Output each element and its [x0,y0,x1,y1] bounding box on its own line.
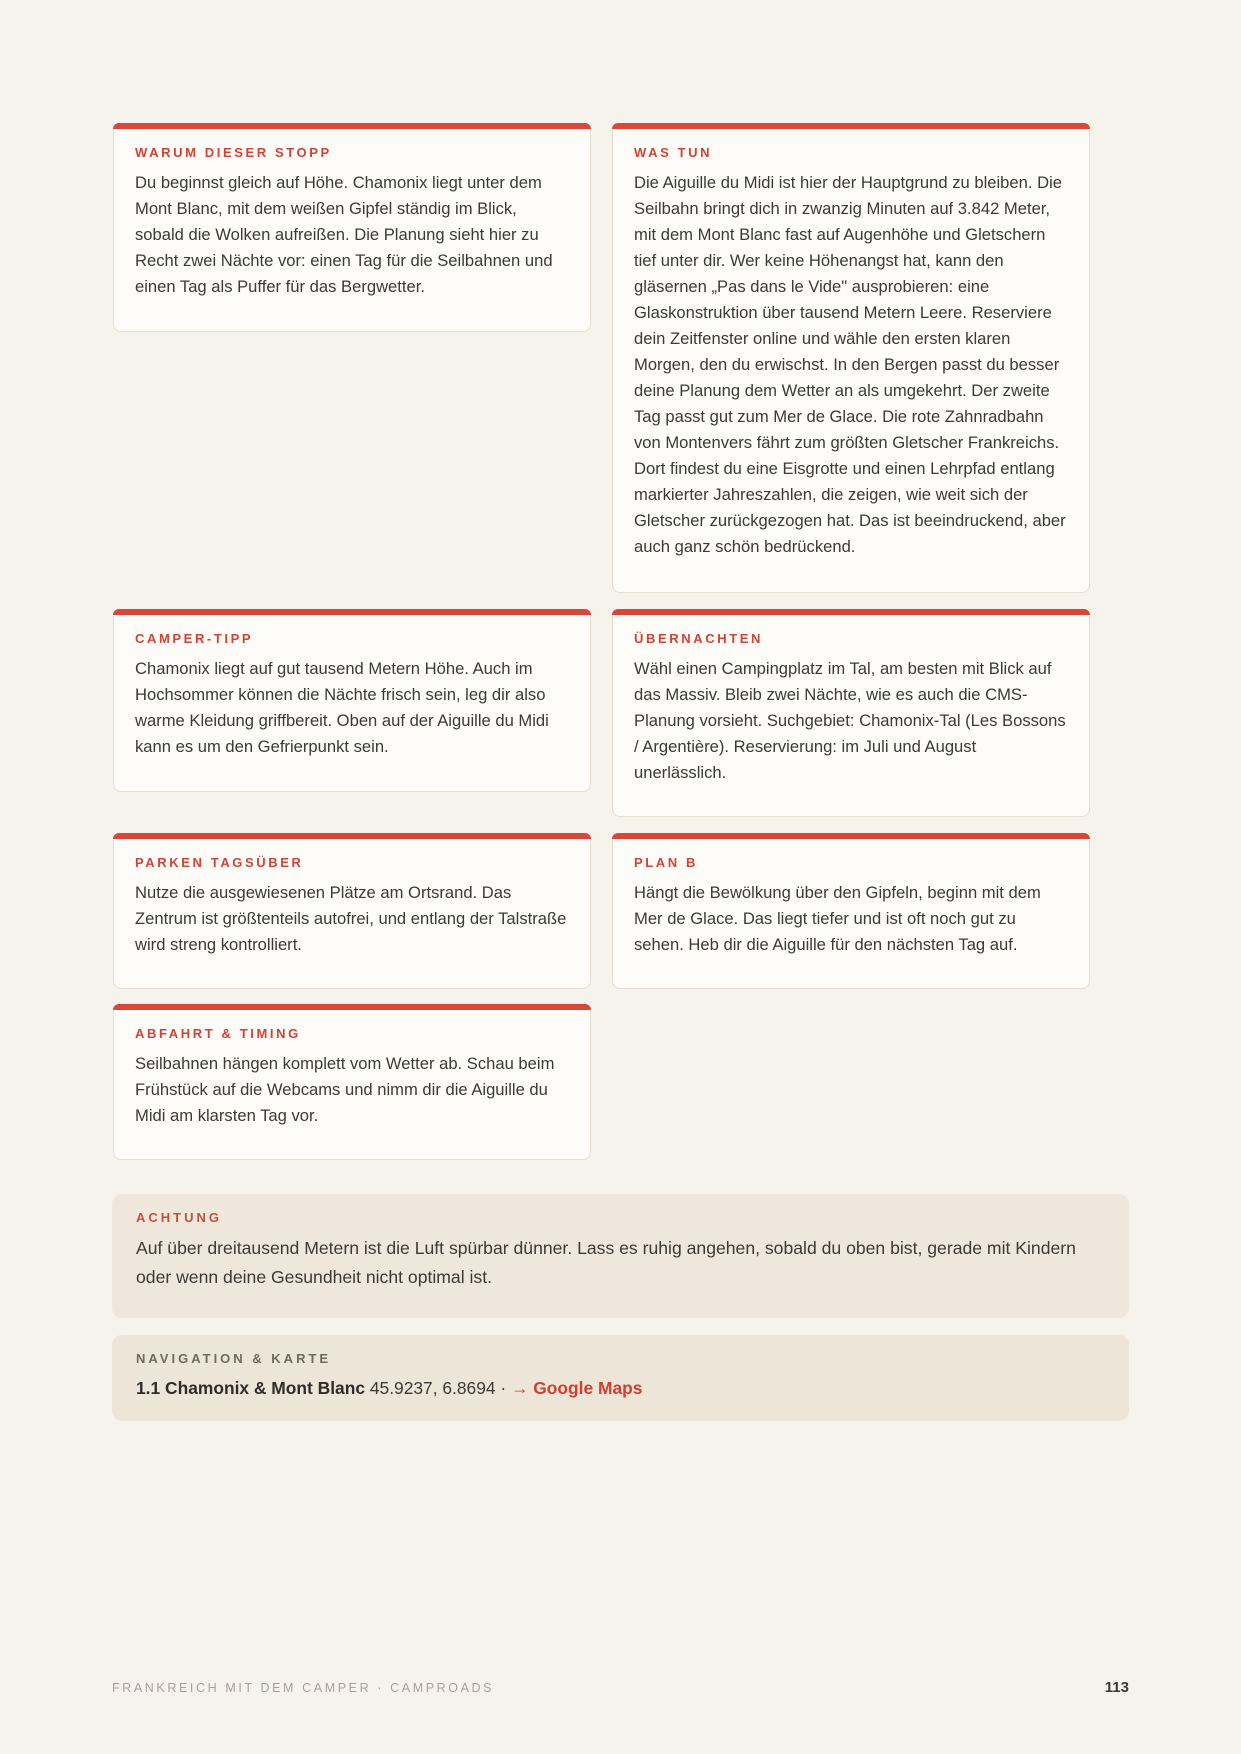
card-heading: WAS TUN [634,145,713,160]
card-text: Die Aiguille du Midi ist hier der Hauptgrund zu bleiben. Die Seilbahn bringt dich in zwanzig Minuten auf 3.842 Meter, mit dem Mont Blanc fast auf Augenhöhe und Gletschern tief unter dir. Wer keine Höhenangst hat, kann den gläsernen „Pas dans le Vide" ausprobieren: eine Glaskonstruktion über tausend Metern Leere. Reserviere dein Zeitfenster online und wähle den ersten klaren Morgen, den du erwischst. In den Bergen passt du besser deine Planung dem Wetter an als umgekehrt. Der zweite Tag passt gut zum Mer de Glace. Die rote Zahnradbahn von Montenvers fährt zum größten Gletscher Frankreichs. Dort findest du eine Eisgrotte und einen Lehrpfad entlang markierter Jahreszahlen, die zeigen, wie weit sich der Gletscher zurückgezogen hat. Das ist beeindruckend, aber auch ganz schön bedrückend. [634,173,1066,556]
card-text: Nutze die ausgewiesenen Plätze am Ortsrand. Das Zentrum ist größtenteils autofrei, und entlang der Talstraße wird streng kontrolliert. [135,883,567,954]
card-overnight [612,610,1090,817]
navigation-line [136,1378,1105,1399]
card-heading: CAMPER-TIPP [135,631,254,646]
navigation-box [112,1335,1129,1421]
card-heading: PARKEN TAGSÜBER [135,855,304,870]
page-number: 113 [1104,1679,1129,1696]
card-heading: WARUM DIESER STOPP [135,145,332,160]
card-camper-tip [113,610,591,792]
card-text: Du beginnst gleich auf Höhe. Chamonix liegt unter dem Mont Blanc, mit dem weißen Gipfel ständig im Blick, sobald die Wolken aufreißen. Die Planung sieht hier zu Recht zwei Nächte vor: einen Tag für die Seilbahnen und einen Tag als Puffer für das Bergwetter. [135,173,553,296]
card-what-to-do [612,124,1090,593]
coordinates: 45.9237, 6.8694 [369,1378,496,1398]
separator: · [500,1378,507,1398]
warning-heading: ACHTUNG [136,1210,222,1225]
card-text: Wähl einen Campingplatz im Tal, am besten mit Blick auf das Massiv. Bleib zwei Nächte, wie es auch die CMS-Planung vorsieht. Suchgebiet: Chamonix-Tal (Les Bossons / Argentière). Reservierung: im Juli und August unerlässlich. [634,659,1066,782]
warning-box [112,1194,1129,1318]
google-maps-link[interactable]: → Google Maps [511,1378,643,1398]
card-heading: ABFAHRT & TIMING [135,1026,301,1041]
location-name: 1.1 Chamonix & Mont Blanc [136,1378,366,1398]
card-departure-timing [113,1005,591,1160]
card-text: Hängt die Bewölkung über den Gipfeln, beginn mit dem Mer de Glace. Das liegt tiefer und ist oft noch gut zu sehen. Heb dir die Aiguille für den nächsten Tag auf. [634,883,1041,954]
warning-text: Auf über dreitausend Metern ist die Luft spürbar dünner. Lass es ruhig angehen, sobald du oben bist, gerade mit Kindern oder wenn deine Gesundheit nicht optimal ist. [136,1238,1076,1287]
card-heading: ÜBERNACHTEN [634,631,763,646]
card-text: Seilbahnen hängen komplett vom Wetter ab. Schau beim Frühstück auf die Webcams und nimm dir die Aiguille du Midi am klarsten Tag vor. [135,1054,555,1125]
card-plan-b [612,834,1090,989]
footer-book-title: FRANKREICH MIT DEM CAMPER · CAMPROADS [112,1681,495,1695]
navigation-heading: NAVIGATION & KARTE [136,1351,332,1366]
card-heading: PLAN B [634,855,698,870]
card-why-this-stop [113,124,591,332]
card-daytime-parking [113,834,591,989]
card-text: Chamonix liegt auf gut tausend Metern Höhe. Auch im Hochsommer können die Nächte frisch sein, leg dir also warme Kleidung griffbereit. Oben auf der Aiguille du Midi kann es um den Gefrierpunkt sein. [135,659,549,756]
